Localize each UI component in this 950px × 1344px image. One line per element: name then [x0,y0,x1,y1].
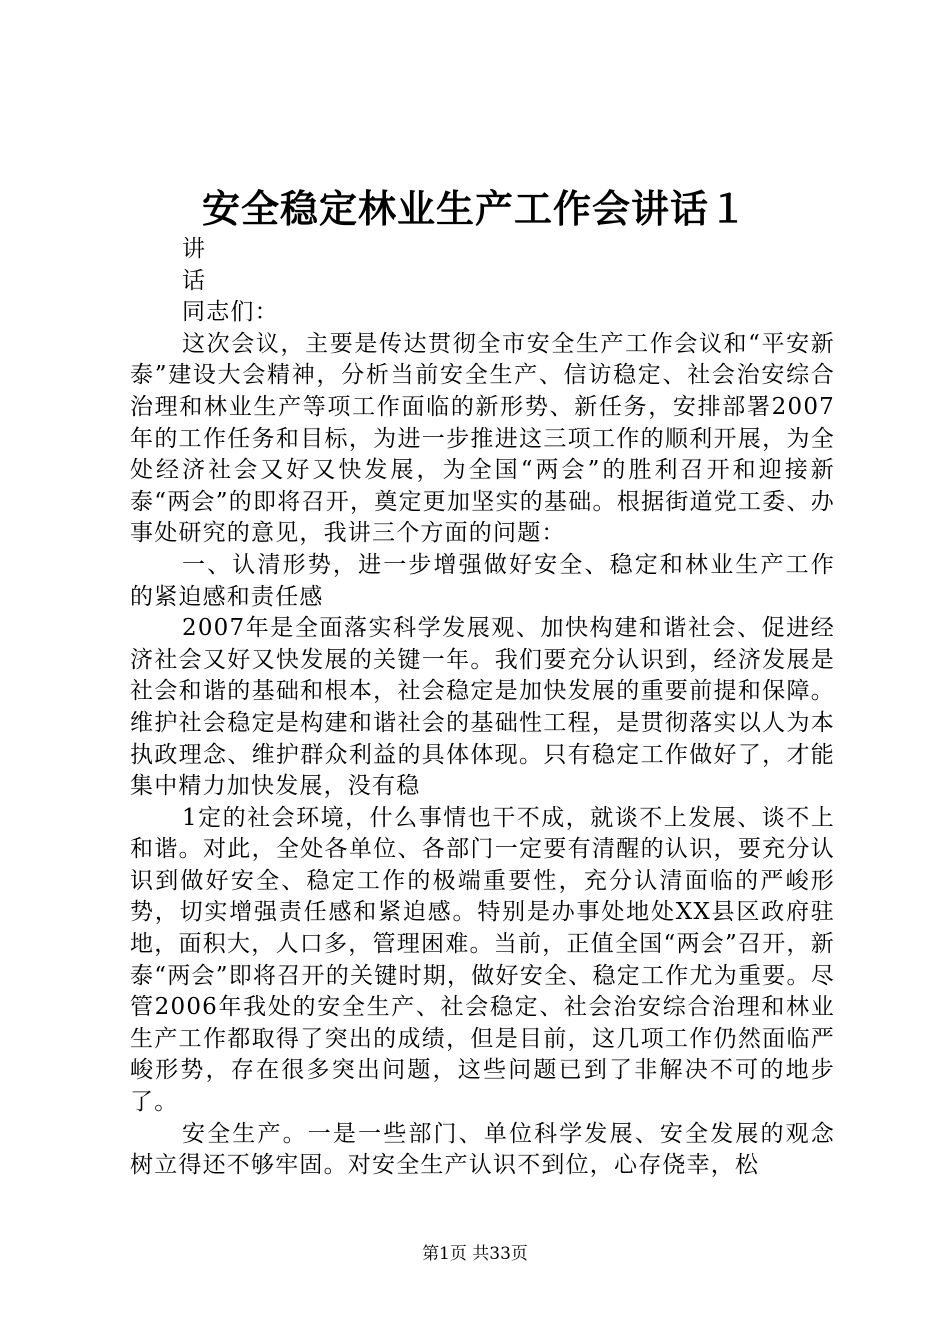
paragraph-body: 安全生产。一是一些部门、单位科学发展、安全发展的观念树立得还不够牢固。对安全生产认识不到位，心存侥幸，松 [130,1120,835,1179]
paragraph-heading-char-1: 讲 [182,236,207,262]
paragraph-body: 2007年是全面落实科学发展观、加快构建和谐社会、促进经济社会又好又快发展的关键一年。我们要充分认识到，经济发展是社会和谐的基础和根本，社会稳定是加快发展的重要前提和保障。维护社会稳定是构建和谐社会的基础性工程，是贯彻落实以人为本执政理念、维护群众利益的具体体现。只有稳定工作做好了，才能集中精力加快发展，没有稳 [130,615,835,800]
page-number-footer: 第1页 共33页 [422,1244,528,1264]
document-body [130,234,835,1182]
paragraph-salutation: 同志们： [182,299,279,326]
document-title: 安全稳定林业生产工作会讲话１ [201,186,748,231]
paragraph-intro: 这次会议，主要是传达贯彻全市安全生产工作会议和“平安新泰”建设大会精神，分析当前安全生产、信访稳定、社会治安综合治理和林业生产等项工作面临的新形势、新任务，安排部署2007年的工作任务和目标，为进一步推进这三项工作的顺利开展，为全处经济社会又好又快发展，为全国“两会”的胜利召开和迎接新泰“两会”的即将召开，奠定更加坚实的基础。根据街道党工委、办事处研究的意见，我讲三个方面的问题： [130,330,835,547]
paragraph-section-heading: 一、认清形势，进一步增强做好安全、稳定和林业生产工作的紧迫感和责任感 [130,551,835,610]
paragraph-heading-char-2: 话 [182,267,207,294]
paragraph-body: 1定的社会环境，什么事情也干不成，就谈不上发展、谈不上和谐。对此，全处各单位、各部门一定要有清醒的认识，要充分认识到做好安全、稳定工作的极端重要性，充分认清面临的严峻形势，切实增强责任感和紧迫感。特别是办事处地处XX县区政府驻地，面积大，人口多，管理困难。当前，正值全国“两会”召开，新泰“两会”即将召开的关键时期，做好安全、稳定工作尤为重要。尽管2006年我处的安全生产、社会稳定、社会治安综合治理和林业生产工作都取得了突出的成绩，但是目前，这几项工作仍然面临严峻形势，存在很多突出问题，这些问题已到了非解决不可的地步了。 [130,804,835,1116]
